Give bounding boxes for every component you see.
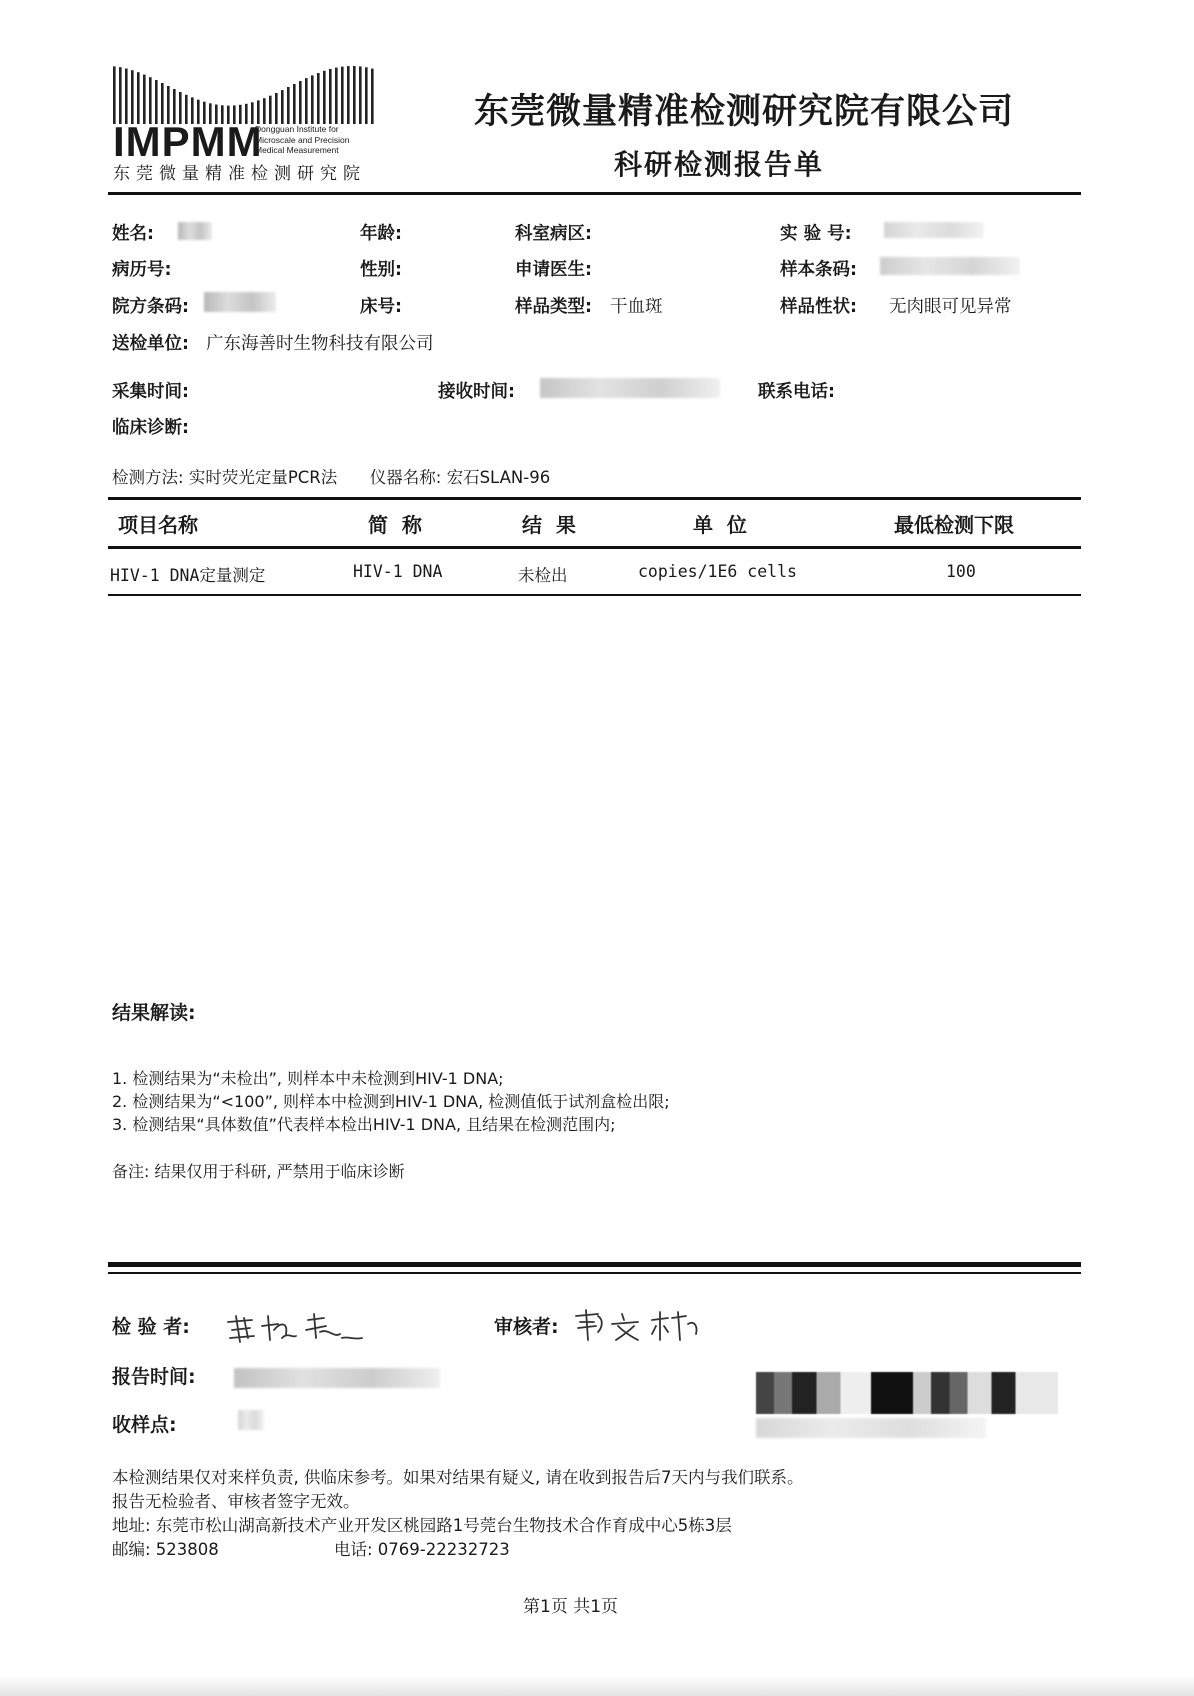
logo-bar xyxy=(287,87,290,124)
pixelated-redaction-lower xyxy=(756,1418,986,1438)
receive-time-redacted xyxy=(540,378,720,398)
hospital-barcode-label: 院方条码: xyxy=(112,297,189,317)
logo-english-name xyxy=(255,124,385,156)
logo-bar xyxy=(137,72,140,124)
logo-bar xyxy=(359,66,362,124)
logo-en-line: Medical Measurement xyxy=(255,145,339,155)
logo-bar xyxy=(365,67,368,124)
logo-bar xyxy=(293,84,296,124)
reviewer-signature xyxy=(572,1306,712,1344)
report-time-redacted xyxy=(234,1368,440,1388)
logo-bar xyxy=(335,68,338,124)
logo-abbr: IMPMM xyxy=(113,118,263,165)
department-label: 科室病区: xyxy=(515,224,592,244)
barcode-redacted xyxy=(880,257,1020,275)
cell-abbr: HIV-1 DNA xyxy=(353,562,443,581)
lab-no-redacted xyxy=(884,222,984,238)
sample-type-value: 干血斑 xyxy=(610,297,663,317)
footer-postcode: 邮编: 523808 xyxy=(112,1540,219,1559)
age-label: 年龄: xyxy=(360,224,402,244)
col-header-abbr: 简 称 xyxy=(368,513,422,537)
col-header-limit: 最低检测下限 xyxy=(894,513,1014,537)
sample-type-label: 样品类型: xyxy=(515,297,592,317)
footer-phone: 电话: 0769-22232723 xyxy=(334,1540,510,1559)
header-divider xyxy=(108,192,1081,195)
logo-bar xyxy=(323,71,326,124)
logo-bar xyxy=(113,66,116,124)
col-header-unit: 单 位 xyxy=(693,513,747,537)
diagnosis-label: 临床诊断: xyxy=(112,418,189,438)
table-top-rule xyxy=(108,497,1081,500)
tester-signature xyxy=(222,1308,372,1346)
barcode-label: 样本条码: xyxy=(780,260,857,280)
gender-label: 性别: xyxy=(360,260,402,280)
col-header-result: 结 果 xyxy=(522,513,576,537)
record-no-label: 病历号: xyxy=(112,260,172,280)
company-name: 东莞微量精准检测研究院有限公司 xyxy=(474,92,1015,132)
logo-bar xyxy=(299,81,302,124)
cell-item: HIV-1 DNA定量测定 xyxy=(110,566,266,585)
logo-bar xyxy=(305,78,308,124)
footer-signature-note: 报告无检验者、审核者签字无效。 xyxy=(112,1492,360,1511)
page-number: 第1页 共1页 xyxy=(523,1597,619,1617)
method-line xyxy=(112,464,550,488)
page-bottom-shadow xyxy=(0,1676,1194,1696)
interpretation-item-3: 3. 检测结果“具体数值”代表样本检出HIV-1 DNA, 且结果在检测范围内; xyxy=(112,1115,616,1134)
footer-disclaimer: 本检测结果仅对来样负责, 供临床参考。如果对结果有疑义, 请在收到报告后7天内与我们联系。 xyxy=(112,1468,804,1487)
receive-time-label: 接收时间: xyxy=(438,382,515,402)
remark: 备注: 结果仅用于科研, 严禁用于临床诊断 xyxy=(112,1162,405,1181)
collection-point-redacted xyxy=(238,1410,264,1430)
logo-bar xyxy=(131,70,134,124)
logo-bar xyxy=(125,69,128,125)
logo-bar xyxy=(341,67,344,124)
logo-bar xyxy=(329,69,332,124)
name-label: 姓名: xyxy=(112,224,154,244)
logo-bar xyxy=(281,90,284,124)
sample-trait-value: 无肉眼可见异常 xyxy=(889,297,1012,317)
interpretation-title: 结果解读: xyxy=(112,1002,196,1024)
pixelated-redaction xyxy=(756,1372,1058,1414)
interpretation-item-2: 2. 检测结果为“<100”, 则样本中检测到HIV-1 DNA, 检测值低于试剂盒检出限; xyxy=(112,1092,670,1111)
bed-label: 床号: xyxy=(360,297,402,317)
logo-chinese-name: 东莞微量精准检测研究院 xyxy=(113,164,366,184)
logo-bar xyxy=(269,96,272,124)
logo-bar xyxy=(353,66,356,124)
table-header-rule xyxy=(108,546,1081,549)
collect-time-label: 采集时间: xyxy=(112,382,189,402)
method-label: 检测方法: xyxy=(112,468,184,487)
instrument-label: 仪器名称: xyxy=(369,468,442,487)
logo-bar xyxy=(311,75,314,124)
interpretation-item-1: 1. 检测结果为“未检出”, 则样本中未检测到HIV-1 DNA; xyxy=(112,1069,504,1088)
logo-bar xyxy=(143,75,146,124)
reviewer-label: 审核者: xyxy=(494,1316,559,1338)
logo-bars-graphic xyxy=(113,62,378,124)
instrument-value: 宏石SLAN-96 xyxy=(446,468,551,487)
logo-en-line: Dongguan Institute for xyxy=(255,124,339,134)
tester-label: 检 验 者: xyxy=(112,1316,190,1338)
col-header-item: 项目名称 xyxy=(118,513,198,537)
logo-bar xyxy=(119,67,122,124)
lab-no-label: 实 验 号: xyxy=(780,224,852,244)
logo-en-line: Microscale and Precision xyxy=(255,134,350,145)
logo-bar xyxy=(347,66,350,124)
cell-unit: copies/1E6 cells xyxy=(638,562,797,581)
doctor-label: 申请医生: xyxy=(515,260,592,280)
logo-bar xyxy=(263,98,266,124)
phone-label: 联系电话: xyxy=(758,382,835,402)
report-time-label: 报告时间: xyxy=(112,1366,196,1388)
logo-bar xyxy=(149,77,152,124)
institute-logo xyxy=(113,62,381,182)
signature-divider-thin xyxy=(108,1272,1081,1274)
report-title: 科研检测报告单 xyxy=(614,148,825,181)
footer-address: 地址: 东莞市松山湖高新技术产业开发区桃园路1号莞台生物技术合作育成中心5栋3层 xyxy=(112,1516,732,1535)
logo-bar xyxy=(371,69,374,124)
sender-label: 送检单位: xyxy=(112,334,189,354)
logo-bar xyxy=(275,93,278,124)
hospital-barcode-redacted xyxy=(204,292,276,312)
sample-trait-label: 样品性状: xyxy=(780,297,857,317)
logo-bar xyxy=(317,73,320,124)
collection-point-label: 收样点: xyxy=(112,1414,177,1436)
method-value: 实时荧光定量PCR法 xyxy=(188,468,338,487)
name-redacted xyxy=(178,222,212,240)
cell-limit: 100 xyxy=(946,562,976,581)
cell-result: 未检出 xyxy=(518,566,568,585)
signature-divider-thick xyxy=(108,1262,1081,1267)
sender-value: 广东海善时生物科技有限公司 xyxy=(206,334,434,354)
table-bottom-rule xyxy=(108,594,1081,596)
